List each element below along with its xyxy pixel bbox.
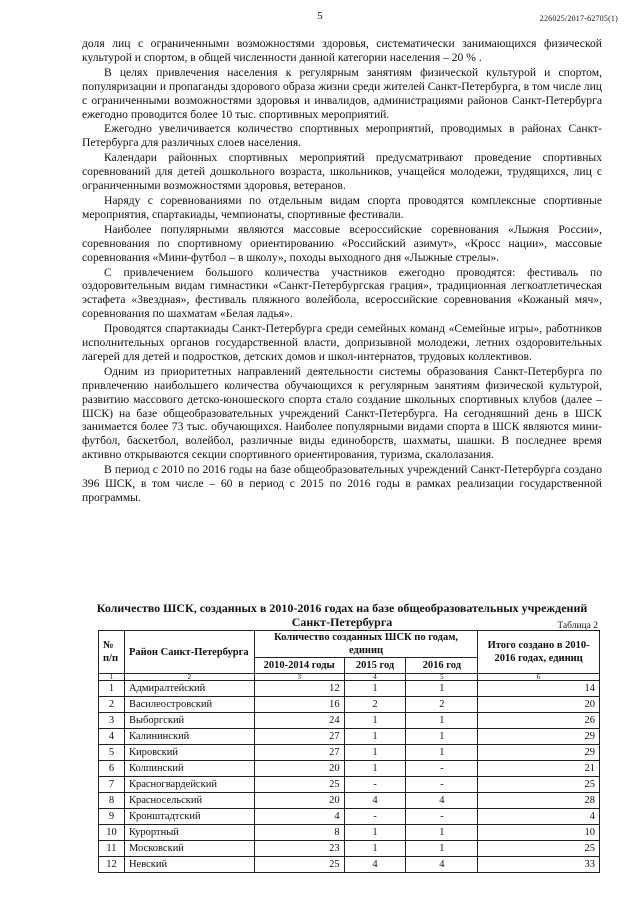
row-y3: - (406, 809, 478, 825)
paragraph: Ежегодно увеличивается количество спортивных мероприятий, проводимых в районах Санкт-Петербурга для различных слоев населения. (82, 122, 602, 150)
header-group: Количество созданных ШСК по годам, единиц (254, 631, 477, 658)
row-y3: 4 (406, 793, 478, 809)
row-total: 25 (478, 841, 600, 857)
document-id: 226025/2017-62705(1) (539, 14, 618, 23)
row-district: Курортный (124, 825, 254, 841)
row-y1: 12 (254, 681, 344, 697)
paragraph: Одним из приоритетных направлений деятельности системы образования Санкт-Петербурга по привлечению наибольшего количества обучающихся к регулярным занятиям физической культурой, развитию массового детско-юношеского спорта стало создание школьных спортивных клубов (далее – ШСК) на базе общеобразовательных учреждений Санкт-Петербурга. На сегодняшний день в ШСК занимается более 73 тыс. обучающихся. Наиболее популярными видами спорта в ШСК являются мини-футбол, баскетбол, волейбол, различные виды единоборств, шахматы, шашки. В последнее время активно открываются секции спортивного ориентирования, туризма, скалолазания. (82, 364, 602, 462)
row-district: Выборгский (124, 713, 254, 729)
table-body (99, 681, 600, 873)
body-text (82, 37, 602, 506)
paragraph: В период с 2010 по 2016 годы на базе общеобразовательных учреждений Санкт-Петербурга создано 396 ШСК, в том числе – 60 в период с 2015 по 2016 годы в рамках реализации государственной программы. (82, 463, 602, 504)
row-y3: 1 (406, 825, 478, 841)
row-district: Невский (124, 857, 254, 873)
paragraph: С привлечением большого количества участников ежегодно проводятся: фестиваль по оздоровительным видам гимнастики «Санкт-Петербургская грация», традиционная легкоатлетическая эстафета «Звездная», фестиваль пляжного волейбола, всероссийские соревнования «Кожаный мяч», соревнования по шахматам «Белая ладья». (82, 265, 602, 321)
row-y3: 1 (406, 713, 478, 729)
row-number: 8 (99, 793, 125, 809)
row-total: 25 (478, 777, 600, 793)
row-y3: 1 (406, 745, 478, 761)
row-number: 1 (99, 681, 125, 697)
row-total: 26 (478, 713, 600, 729)
header-y2: 2015 год (344, 658, 406, 674)
row-number: 11 (99, 841, 125, 857)
row-district: Кронштадтский (124, 809, 254, 825)
row-y2: 1 (344, 729, 406, 745)
row-y2: 1 (344, 745, 406, 761)
table-row (99, 809, 600, 825)
row-total: 33 (478, 857, 600, 873)
shsk-table (98, 630, 600, 873)
column-number: 3 (254, 674, 344, 681)
header-district: Район Санкт-Петербурга (124, 631, 254, 674)
table-row (99, 761, 600, 777)
row-y2: 1 (344, 841, 406, 857)
row-district: Московский (124, 841, 254, 857)
page-number: 5 (317, 10, 323, 22)
table-row (99, 713, 600, 729)
row-total: 14 (478, 681, 600, 697)
table-row (99, 681, 600, 697)
row-district: Красносельский (124, 793, 254, 809)
row-y2: 1 (344, 825, 406, 841)
paragraph: Проводятся спартакиады Санкт-Петербурга среди семейных команд «Семейные игры», работников исполнительных органов государственной власти, допризывной молодежи, летних оздоровительных лагерей для детей и подростков, детских домов и школ-интернатов, трудовых коллективов. (82, 322, 602, 363)
column-number: 6 (478, 674, 600, 681)
header-total: Итого создано в 2010-2016 годах, единиц (478, 631, 600, 674)
row-total: 29 (478, 745, 600, 761)
row-number: 7 (99, 777, 125, 793)
row-number: 4 (99, 729, 125, 745)
column-number: 2 (124, 674, 254, 681)
row-number: 9 (99, 809, 125, 825)
row-y2: 1 (344, 713, 406, 729)
row-y3: 1 (406, 841, 478, 857)
row-total: 4 (478, 809, 600, 825)
row-district: Кировский (124, 745, 254, 761)
row-number: 5 (99, 745, 125, 761)
row-y1: 23 (254, 841, 344, 857)
row-number: 2 (99, 697, 125, 713)
table-row (99, 745, 600, 761)
paragraph: Наряду с соревнованиями по отдельным видам спорта проводятся комплексные спортивные мероприятия, спартакиады, чемпионаты, спортивные фестивали. (82, 193, 602, 221)
table-row (99, 857, 600, 873)
row-district: Василеостровский (124, 697, 254, 713)
row-number: 10 (99, 825, 125, 841)
row-number: 12 (99, 857, 125, 873)
row-number: 3 (99, 713, 125, 729)
row-y3: 2 (406, 697, 478, 713)
table-row (99, 793, 600, 809)
row-district: Колпинский (124, 761, 254, 777)
table-row (99, 825, 600, 841)
row-y3: - (406, 777, 478, 793)
table-row (99, 841, 600, 857)
row-y2: - (344, 777, 406, 793)
row-y2: 2 (344, 697, 406, 713)
table-title: Количество ШСК, созданных в 2010-2016 годах на базе общеобразовательных учреждений Санкт-Петербурга (96, 601, 588, 629)
table-row (99, 729, 600, 745)
column-number: 4 (344, 674, 406, 681)
row-y2: - (344, 809, 406, 825)
row-y1: 4 (254, 809, 344, 825)
paragraph: В целях привлечения населения к регулярным занятиям физической культурой и спортом, популяризации и пропаганды здорового образа жизни среди жителей Санкт-Петербурга, в том числе лиц с ограниченными возможностями здоровья и инвалидов, администрациями районов Санкт-Петербурга ежегодно проводится более 10 тыс. спортивных мероприятий. (82, 65, 602, 121)
paragraph: Наиболее популярными являются массовые всероссийские соревнования «Лыжня России», соревнования по спортивному ориентированию «Российский азимут», «Кросс нации», массовые соревнования «Мини-футбол – в школу», походы выходного дня «Лыжные стрелы». (82, 222, 602, 264)
row-total: 21 (478, 761, 600, 777)
table-caption: Таблица 2 (557, 621, 598, 631)
row-y1: 25 (254, 777, 344, 793)
row-y2: 4 (344, 857, 406, 873)
row-y1: 16 (254, 697, 344, 713)
row-y1: 8 (254, 825, 344, 841)
paragraph: доля лиц с ограниченными возможностями здоровья, систематически занимающихся физической культурой и спортом, в общей численности данной категории населения – 20 % . (82, 37, 602, 64)
row-y1: 25 (254, 857, 344, 873)
header-y3: 2016 год (406, 658, 478, 674)
row-total: 29 (478, 729, 600, 745)
row-y3: 1 (406, 729, 478, 745)
row-district: Адмиралтейский (124, 681, 254, 697)
row-number: 6 (99, 761, 125, 777)
header-y1: 2010-2014 годы (254, 658, 344, 674)
column-number: 1 (99, 674, 125, 681)
row-district: Калининский (124, 729, 254, 745)
row-y1: 20 (254, 761, 344, 777)
row-district: Красногвардейский (124, 777, 254, 793)
row-y1: 27 (254, 729, 344, 745)
row-y2: 1 (344, 681, 406, 697)
row-y1: 24 (254, 713, 344, 729)
paragraph: Календари районных спортивных мероприятий предусматривают проведение спортивных соревнований для детей дошкольного возраста, школьников, учащейся молодежи, трудящихся, лиц с ограниченными возможностями здоровья, ветеранов. (82, 151, 602, 193)
row-y3: 4 (406, 857, 478, 873)
row-y2: 1 (344, 761, 406, 777)
column-number: 5 (406, 674, 478, 681)
column-number-row (99, 674, 600, 681)
row-y3: 1 (406, 681, 478, 697)
row-total: 28 (478, 793, 600, 809)
row-y2: 4 (344, 793, 406, 809)
table-row (99, 697, 600, 713)
row-y1: 20 (254, 793, 344, 809)
row-y1: 27 (254, 745, 344, 761)
row-total: 10 (478, 825, 600, 841)
table-row (99, 777, 600, 793)
header-num: № п/п (99, 631, 125, 674)
row-y3: - (406, 761, 478, 777)
row-total: 20 (478, 697, 600, 713)
